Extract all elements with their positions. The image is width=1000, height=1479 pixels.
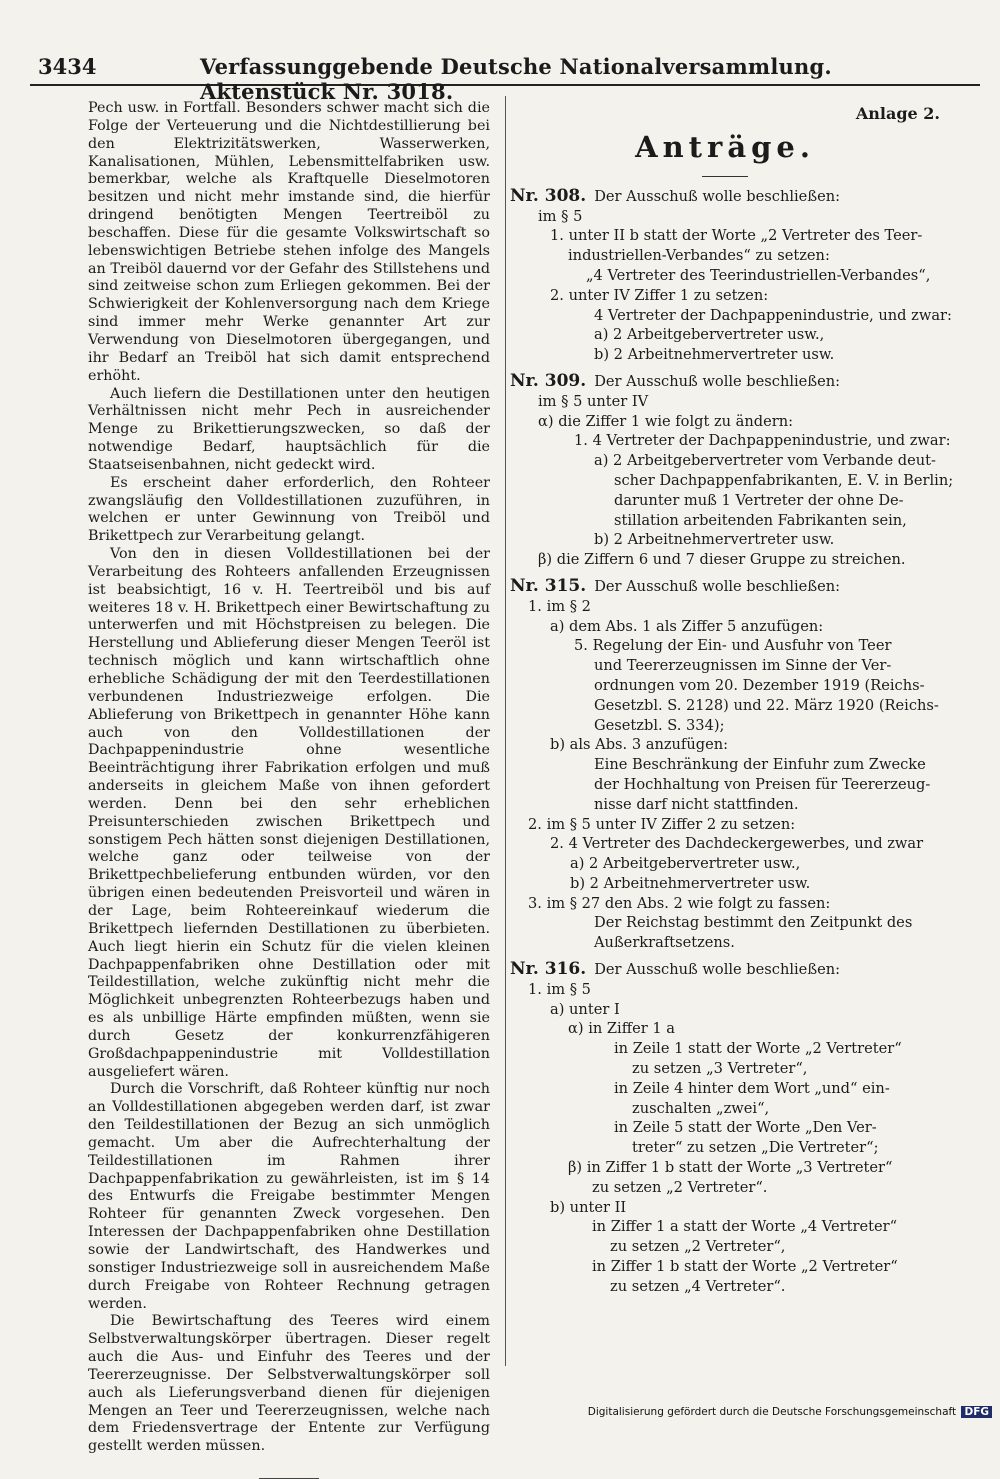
motion-line: 1. unter II b statt der Worte „2 Vertreter des Teer-: [550, 227, 923, 245]
paragraph: Es erscheint daher erforderlich, den Rohteer zwangsläufig den Volldestillationen zuzuführen, in welchen er unter Gewinnung von Treiböl und Brikettpech zur Verarbeitung gelangt.: [88, 474, 490, 545]
paragraph: Durch die Vorschrift, daß Rohteer künftig nur noch an Volldestillationen abgegeben werden darf, ist zwar den Teildestillationen der Bezug an sich unmöglich gemacht. Um aber die Aufrechterhaltung der Teildestillationen im Rahmen ihrer Dachpappenfabrikation zu gewährleisten, ist im § 14 des Entwurfs die Freigabe bestimmter Mengen Rohteer für genannten Zweck vorgesehen. Den Interessen der Dachpappenfabriken ohne Destillation sowie der Landwirtschaft, des Handwerkes und sonstiger Industriezweige soll in ausreichendem Maße durch Freigabe von Rohteer Rechnung getragen werden.: [88, 1081, 490, 1312]
motion-header: [510, 577, 940, 597]
motion-line: zu setzen „2 Vertreter“,: [610, 1238, 786, 1256]
motion-intro: Der Ausschuß wolle beschließen:: [594, 577, 841, 595]
motion-line: im § 5: [538, 207, 583, 225]
motion-line: zu setzen „3 Vertreter“,: [632, 1060, 808, 1078]
motion-line: in Zeile 1 statt der Worte „2 Vertreter“: [614, 1040, 902, 1058]
paragraph: Pech usw. in Fortfall. Besonders schwer macht sich die Folge der Verteuerung und die Nichtdestillierung bei den Elektrizitätswerken, Wasserwerken, Kanalisationen, Mühlen, Lebensmittelfabriken usw. bemerkbar, welche als Kraftquelle Dieselmotoren besitzen und nicht mehr imstande sind, die hierfür dringend benötigten Mengen Teertreiböl zu beschaffen. Diese für die gesamte Volkswirtschaft so lebenswichtigen Betriebe stehen infolge des Mangels an Treiböl dauernd vor der Gefahr des Stillstehens und sind zeitweise schon zum Erliegen gekommen. Bei der Schwierigkeit der Kohlenversorgung nach dem Kriege sind immer mehr Werke genannter Art zur Verwendung von Dieselmotoren übergegangen, und ihr Bedarf an Treiböl hat sich damit entsprechend erhöht.: [88, 100, 490, 384]
motion-line: im § 5 unter IV: [538, 392, 649, 410]
motion-line: ordnungen vom 20. Dezember 1919 (Reichs-: [594, 676, 925, 694]
motion-line: 2. im § 5 unter IV Ziffer 2 zu setzen:: [528, 815, 796, 833]
motion-line: treter“ zu setzen „Die Vertreter“;: [632, 1139, 879, 1157]
motion-line: Der Reichstag bestimmt den Zeitpunkt des: [594, 914, 913, 932]
motion: [510, 370, 954, 570]
motion-number: Nr. 316.: [510, 959, 587, 980]
motion-header: [510, 187, 940, 207]
motion-line: darunter muß 1 Vertreter der ohne De-: [614, 491, 904, 509]
motion-line: nisse darf nicht stattfinden.: [594, 795, 799, 813]
motion-line: „4 Vertreter des Teerindustriellen-Verbandes“,: [586, 266, 931, 284]
motion-line: 4 Vertreter der Dachpappenindustrie, und zwar:: [594, 306, 952, 324]
motion-line: 3. im § 27 den Abs. 2 wie folgt zu fassen:: [528, 894, 831, 912]
motion-number: Nr. 309.: [510, 370, 587, 391]
document-number: Aktenstück Nr. 3018.: [200, 79, 454, 104]
section-heading: Anträge.: [635, 129, 815, 164]
motion-line: zu setzen „2 Vertreter“.: [592, 1178, 768, 1196]
paragraph: Von den in diesen Volldestillationen bei der Verarbeitung des Rohteers anfallenden Erzeugnissen ist beabsichtigt, 16 v. H. Teertreiböl und bis auf weiteres 18 v. H. Brikettpech einer Bewirtschaftung zu unterwerfen und mit Höchstpreisen zu belegen. Die Herstellung und Ablieferung dieser Mengen Teeröl ist technisch möglich und kann wirtschaftlich ohne erhebliche Schädigung der mit den Teerdestillationen verbundenen Industriezweige erfolgen. Die Ablieferung von Brikettpech in genannter Höhe kann auch von den Volldestillationen der Dachpappenindustrie ohne wesentliche Beeinträchtigung ihrer Fabrikation erfolgen und muß anderseits in gleichem Maße von ihnen gefordert werden. Denn bei den sehr erheblichen Preisunterschieden zwischen Brikettpech und sonstigem Pech hätten sonst diejenigen Destillationen, welche ganz oder teilweise von der Brikettpechbelieferung entbunden würden, vor den übrigen einen bedeutenden Preisvorteil und wären in der Lage, beim Rohteereinkauf wiederum die Brikettpech liefernden Destillationen zu überbieten. Auch liegt hierin ein Schutz für die vielen kleinen Dachpappenfabriken ohne Destillation oder mit Teildestillation, welche zukünftig nicht mehr die Möglichkeit unbegrenzten Rohteerbezugs haben und es als unbillige Härte empfinden müßten, wenn sie durch Gesetz der konkurrenzfähigeren Großdachpappenindustrie mit Volldestillation ausgeliefert wären.: [88, 546, 490, 1080]
motion-header: [510, 960, 940, 980]
motion-line: in Ziffer 1 b statt der Worte „2 Vertreter“: [592, 1258, 898, 1276]
motion-line: 1. im § 5: [528, 980, 591, 998]
motion-line: β) die Ziffern 6 und 7 dieser Gruppe zu streichen.: [538, 551, 906, 569]
motion-line: b) unter II: [550, 1198, 627, 1216]
motion-line: 1. im § 2: [528, 597, 591, 615]
motion-line: zuschalten „zwei“,: [632, 1099, 770, 1117]
motion-line: b) als Abs. 3 anzufügen:: [550, 736, 729, 754]
motion-line: Eine Beschränkung der Einfuhr zum Zwecke: [594, 756, 926, 774]
motion-line: der Hochhaltung von Preisen für Teererzeug-: [594, 775, 931, 793]
motion: [510, 577, 940, 953]
motion-line: Gesetzbl. S. 334);: [594, 716, 725, 734]
paragraph: Die Bewirtschaftung des Teeres wird einem Selbstverwaltungskörper übertragen. Dieser regelt auch die Aus- und Einfuhr des Teeres und der Teererzeugnisse. Der Selbstverwaltungskörper soll auch als Lieferungsverband dienen für diejenigen Mengen an Teer und Teererzeugnissen, welche nach dem Friedensvertrage der Entente zur Verfügung gestellt werden müssen.: [88, 1313, 490, 1455]
page-header: [30, 50, 980, 104]
heading-rule: [702, 176, 748, 177]
motion-line: a) dem Abs. 1 als Ziffer 5 anzufügen:: [550, 617, 824, 635]
motion-line: b) 2 Arbeitnehmervertreter usw.: [594, 346, 835, 364]
motion-line: β) in Ziffer 1 b statt der Worte „3 Vertreter“: [568, 1159, 893, 1177]
motion-intro: Der Ausschuß wolle beschließen:: [594, 961, 841, 979]
motion-line: in Zeile 4 hinter dem Wort „und“ ein-: [614, 1079, 890, 1097]
motion-line: α) die Ziffer 1 wie folgt zu ändern:: [538, 412, 794, 430]
motion-line: Außerkraftsetzens.: [594, 934, 735, 952]
motion-number: Nr. 308.: [510, 185, 587, 206]
paragraph: Auch liefern die Destillationen unter den heutigen Verhältnissen nicht mehr Pech in ausreichender Menge zu Brikettierungszwecken, so daß der notwendige Bedarf, hauptsächlich für die Staatseisenbahnen, nicht gedeckt wird.: [88, 385, 490, 473]
annex-label: Anlage 2.: [855, 104, 940, 123]
motion-line: 1. 4 Vertreter der Dachpappenindustrie, und zwar:: [574, 432, 951, 450]
motion-line: in Zeile 5 statt der Worte „Den Ver-: [614, 1119, 877, 1137]
motion-line: a) 2 Arbeitgebervertreter usw.,: [594, 326, 825, 344]
motion-line: in Ziffer 1 a statt der Worte „4 Vertreter“: [592, 1218, 898, 1236]
motion: [510, 960, 940, 1297]
motion-line: scher Dachpappenfabrikanten, E. V. in Berlin;: [614, 471, 954, 489]
assembly-title: Verfassunggebende Deutsche Nationalversammlung.: [200, 54, 832, 79]
motion-line: 5. Regelung der Ein- und Ausfuhr von Teer: [574, 637, 892, 655]
motion-number: Nr. 315.: [510, 575, 587, 596]
motion-intro: Der Ausschuß wolle beschließen:: [594, 187, 841, 205]
motion-line: α) in Ziffer 1 a: [568, 1020, 675, 1038]
motion-line: a) 2 Arbeitgebervertreter usw.,: [570, 855, 801, 873]
digitization-footer: [588, 1406, 992, 1418]
footer-text: Digitalisierung gefördert durch die Deutsche Forschungsgemeinschaft: [587, 1406, 957, 1418]
motion-line: a) unter I: [550, 1000, 620, 1018]
motion-header: [510, 372, 940, 392]
motion-line: b) 2 Arbeitnehmervertreter usw.: [570, 874, 811, 892]
page-number: 3434: [38, 54, 97, 79]
right-column: [510, 104, 954, 1297]
motion-line: stillation arbeitenden Fabrikanten sein,: [614, 511, 907, 529]
motion-line: zu setzen „4 Vertreter“.: [610, 1277, 786, 1295]
running-title: [200, 54, 980, 104]
left-column: [88, 100, 490, 1479]
motion-line: Gesetzbl. S. 2128) und 22. März 1920 (Reichs-: [594, 696, 939, 714]
dfg-logo: DFG: [961, 1406, 992, 1418]
motion-line: industriellen-Verbandes“ zu setzen:: [568, 247, 830, 265]
motions-list: [510, 185, 954, 1297]
motion-line: b) 2 Arbeitnehmervertreter usw.: [594, 531, 835, 549]
motion-line: a) 2 Arbeitgebervertreter vom Verbande deut-: [594, 452, 936, 470]
motion-line: 2. unter IV Ziffer 1 zu setzen:: [550, 286, 769, 304]
motion-line: 2. 4 Vertreter des Dachdeckergewerbes, und zwar: [550, 835, 924, 853]
column-divider: [505, 96, 506, 1366]
motion-intro: Der Ausschuß wolle beschließen:: [594, 372, 841, 390]
motion: [510, 185, 952, 365]
motion-line: und Teererzeugnissen im Sinne der Ver-: [594, 657, 892, 675]
